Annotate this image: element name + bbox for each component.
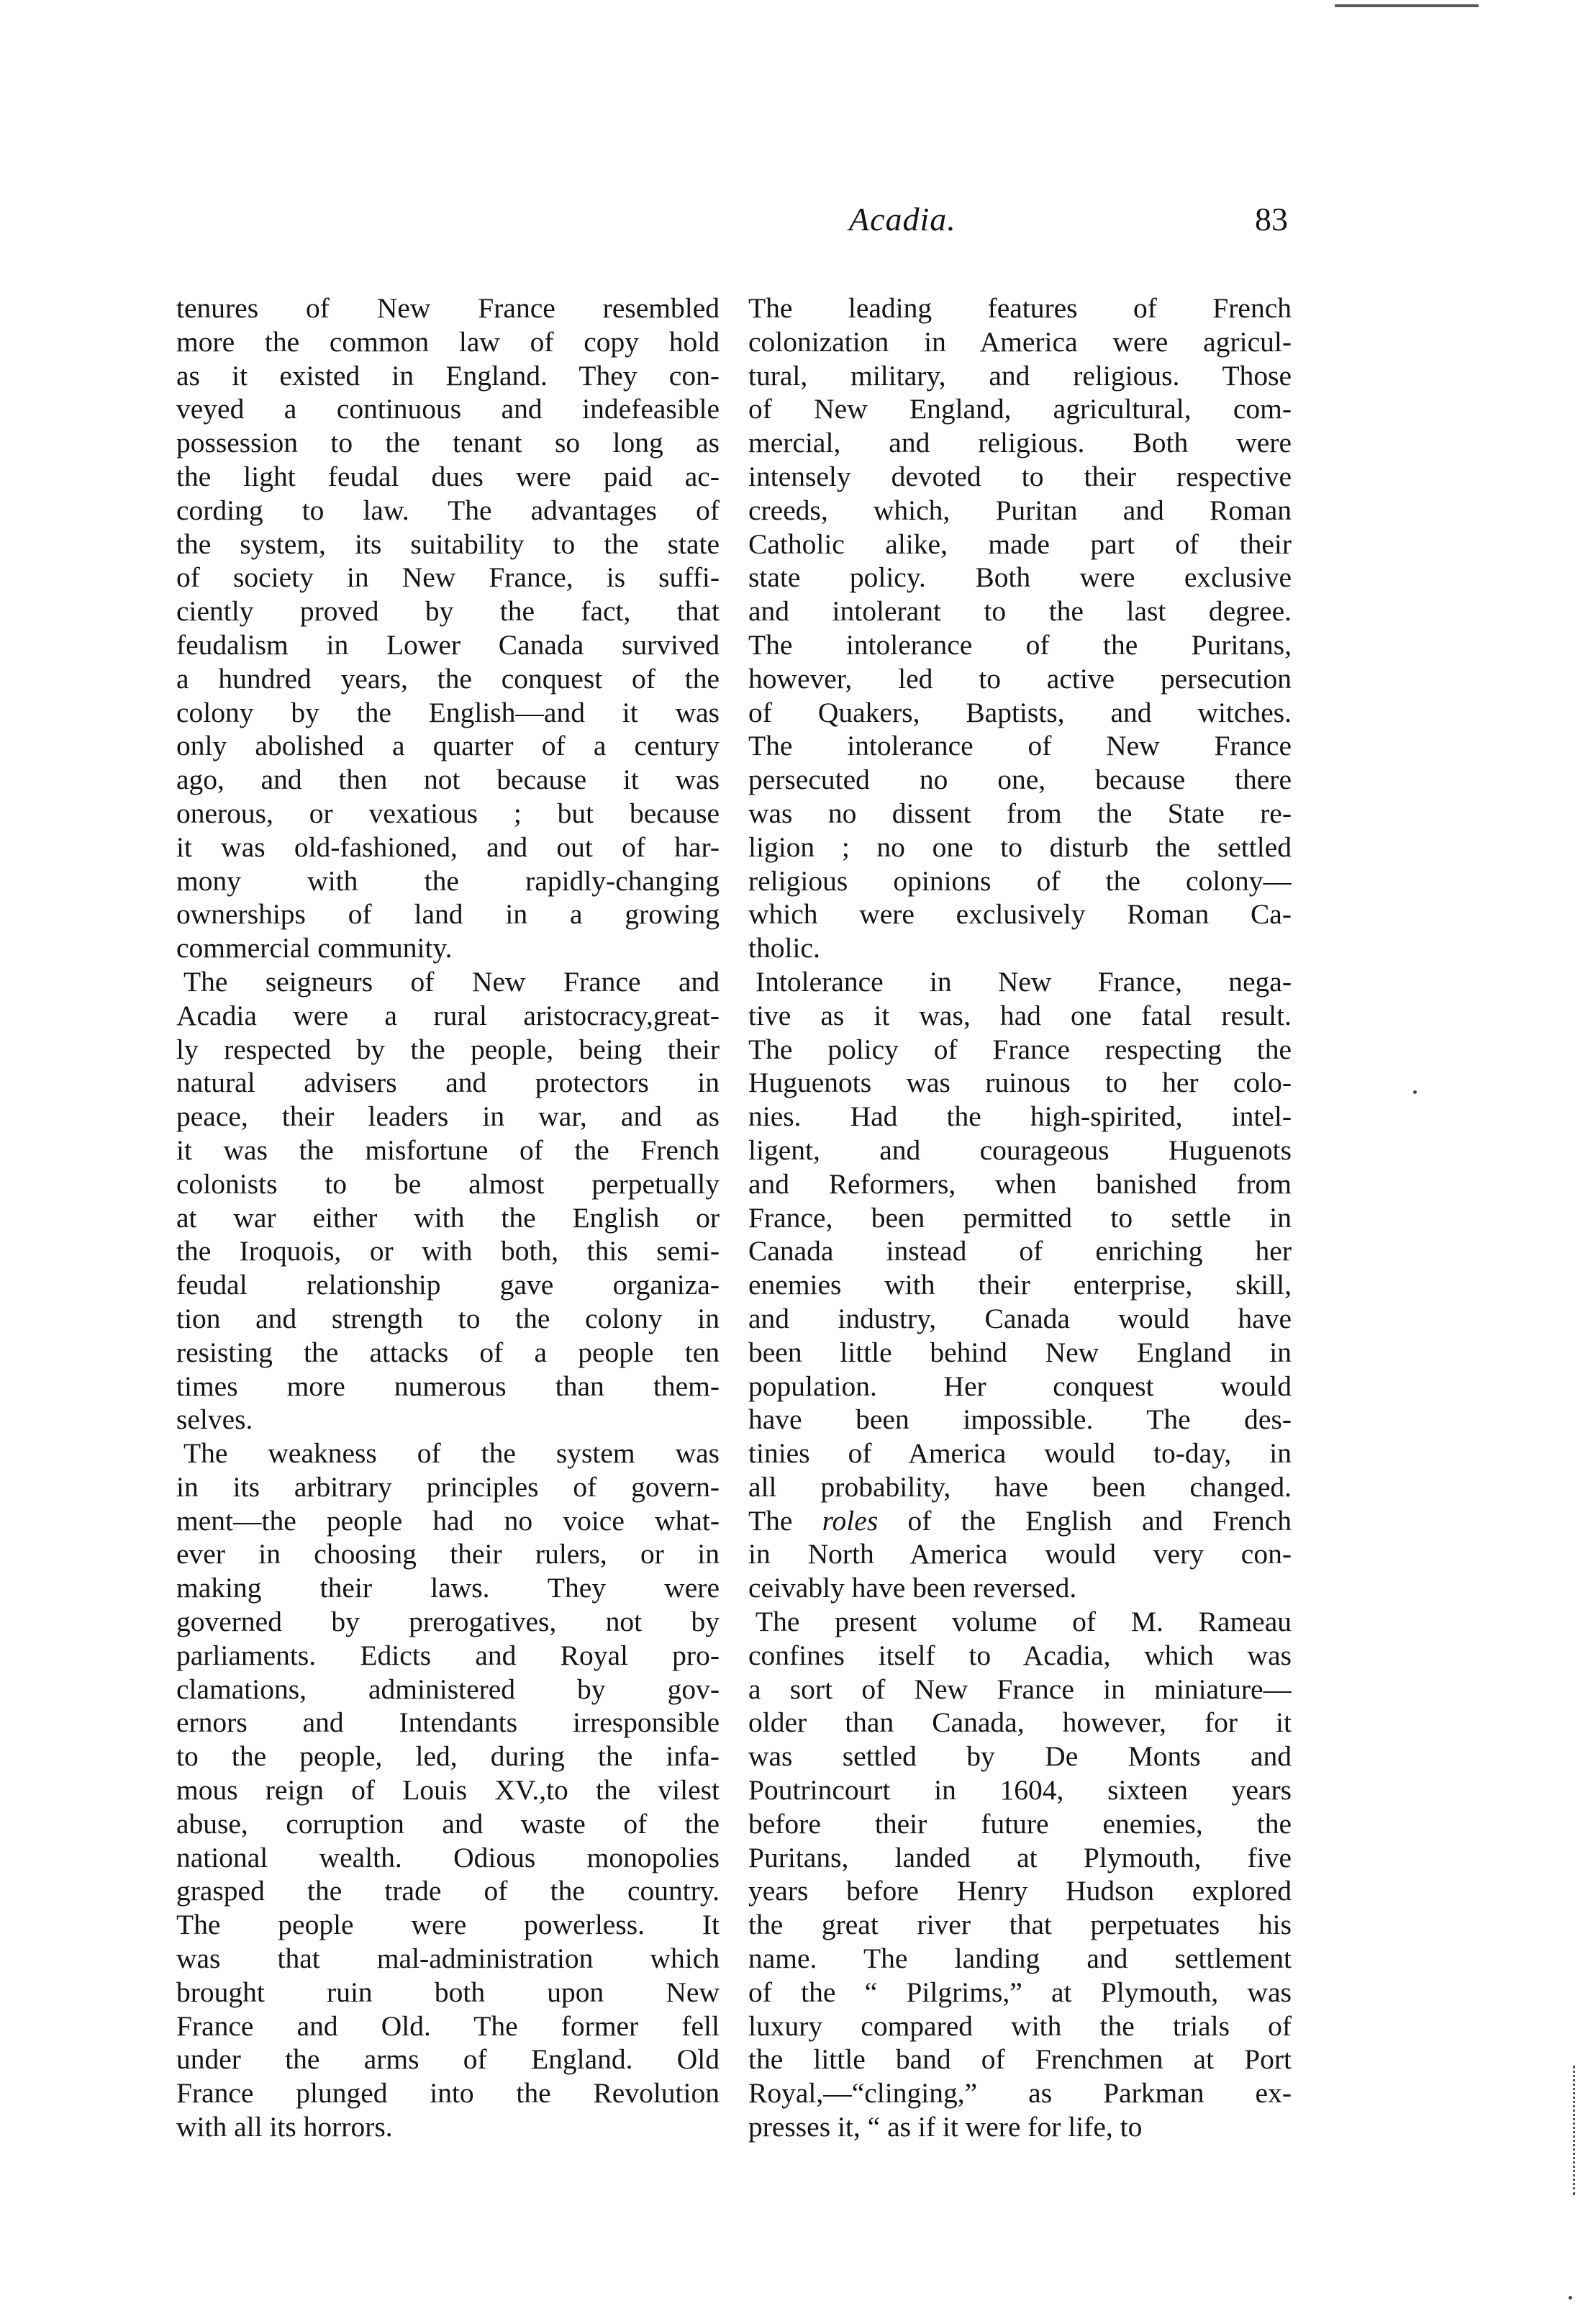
text-line: The weakness of the system was [183, 1437, 720, 1470]
text-line: luxury compared with the trials of [748, 2009, 1292, 2042]
text-line: mercial, and religious. Both were [748, 427, 1292, 459]
text-line: ligion ; no one to disturb the settled [748, 831, 1292, 863]
text-line: national wealth. Odious monopolies [176, 1841, 720, 1873]
text-line: ciently proved by the fact, that [176, 595, 720, 628]
text-line: governed by prerogatives, not by [176, 1606, 720, 1638]
text-line: veyed a continuous and indefeasible [176, 393, 720, 425]
text-line: older than Canada, however, for it [748, 1706, 1292, 1739]
page-number: 83 [1255, 201, 1288, 238]
text-line: intensely devoted to their respective [748, 460, 1292, 492]
text-line: have been impossible. The des- [748, 1403, 1292, 1436]
text-line: France and Old. The former fell [176, 2009, 720, 2042]
text-line: making their laws. They were [176, 1572, 720, 1604]
text-line: mony with the rapidly-changing [176, 864, 720, 897]
text-line: The intolerance of New France [748, 730, 1292, 762]
text-line: a hundred years, the conquest of the [176, 662, 720, 695]
text-line: commercial community. [176, 932, 453, 964]
text-line: was no dissent from the State re- [748, 797, 1292, 829]
text-line: was settled by De Monts and [748, 1740, 1292, 1773]
text-line: name. The landing and settlement [748, 1943, 1292, 1975]
text-line: tion and strength to the colony in [176, 1302, 720, 1334]
text-line: only abolished a quarter of a century [176, 730, 720, 762]
text-line: the Iroquois, or with both, this semi- [176, 1235, 720, 1267]
text-line: The policy of France respecting the [748, 1033, 1292, 1065]
text-line: under the arms of England. Old [176, 2043, 720, 2076]
top-edge-rule [1335, 4, 1479, 7]
left-text-column [176, 291, 720, 2144]
text-line: The leading features of French [748, 292, 1292, 324]
running-head: Acadia. [849, 201, 956, 238]
text-line: colony by the English—and it was [176, 696, 720, 728]
text-line: to the people, led, during the infa- [176, 1740, 720, 1773]
text-line: ment—the people had no voice what- [176, 1504, 720, 1537]
text-line: creeds, which, Puritan and Roman [748, 494, 1292, 526]
text-line: tinies of America would to-day, in [748, 1437, 1292, 1470]
text-line: which were exclusively Roman Ca- [748, 898, 1292, 931]
text-line: The intolerance of the Puritans, [748, 628, 1292, 661]
text-line: of New England, agricultural, com- [748, 393, 1292, 425]
text-line: the little band of Frenchmen at Port [748, 2043, 1292, 2076]
text-line: parliaments. Edicts and Royal pro- [176, 1639, 720, 1671]
text-line: presses it, “ as if it were for life, to [748, 2111, 1143, 2143]
text-line: colonists to be almost perpetually [176, 1167, 720, 1200]
text-line: grasped the trade of the country. [176, 1875, 720, 1907]
text-line: ligent, and courageous Huguenots [748, 1134, 1292, 1166]
text-line: tholic. [748, 932, 820, 964]
text-line: a sort of New France in miniature— [748, 1673, 1292, 1705]
text-line: feudalism in Lower Canada survived [176, 628, 720, 661]
text-line: confines itself to Acadia, which was [748, 1639, 1292, 1671]
text-line: ernors and Intendants irresponsible [176, 1706, 720, 1739]
text-line: of the “ Pilgrims,” at Plymouth, was [748, 1976, 1292, 2008]
text-line: peace, their leaders in war, and as [176, 1100, 720, 1133]
text-line: it was the misfortune of the French [176, 1134, 720, 1166]
text-line: mous reign of Louis XV.,to the vilest [176, 1774, 720, 1807]
text-line: The present volume of M. Rameau [756, 1606, 1292, 1638]
text-line: tural, military, and religious. Those [748, 359, 1292, 392]
text-line: possession to the tenant so long as [176, 427, 720, 459]
text-line: the system, its suitability to the state [176, 528, 720, 560]
text-line: and intolerant to the last degree. [748, 595, 1292, 628]
text-line: enemies with their enterprise, skill, [748, 1269, 1292, 1301]
text-line: the light feudal dues were paid ac- [176, 460, 720, 492]
text-line: France plunged into the Revolution [176, 2077, 720, 2110]
text-line: Poutrincourt in 1604, sixteen years [748, 1774, 1292, 1807]
text-line: The roles of the English and French [748, 1504, 1292, 1537]
text-line: Royal,—“clinging,” as Parkman ex- [748, 2077, 1292, 2110]
text-line: Puritans, landed at Plymouth, five [748, 1841, 1292, 1873]
text-line: and industry, Canada would have [748, 1302, 1292, 1334]
text-line: Intolerance in New France, nega- [756, 965, 1292, 998]
text-line: in North America would very con- [748, 1538, 1292, 1570]
text-line: of society in New France, is suffi- [176, 561, 720, 594]
text-line: The people were powerless. It [176, 1909, 720, 1941]
scan-speck [1569, 2296, 1572, 2300]
text-line: of Quakers, Baptists, and witches. [748, 696, 1292, 728]
text-line: tive as it was, had one fatal result. [748, 999, 1292, 1031]
text-line: The seigneurs of New France and [183, 965, 720, 998]
text-line: selves. [176, 1403, 253, 1436]
text-line: ownerships of land in a growing [176, 898, 720, 931]
text-line: the great river that perpetuates his [748, 1909, 1292, 1941]
text-line: abuse, corruption and waste of the [176, 1807, 720, 1840]
text-line: Catholic alike, made part of their [748, 528, 1292, 560]
text-line: ago, and then not because it was [176, 764, 720, 796]
text-line: natural advisers and protectors in [176, 1067, 720, 1099]
text-line: Huguenots was ruinous to her colo- [748, 1067, 1292, 1099]
text-line: nies. Had the high-spirited, intel- [748, 1100, 1292, 1133]
text-line: it was old-fashioned, and out of har- [176, 831, 720, 863]
text-line: onerous, or vexatious ; but because [176, 797, 720, 829]
right-text-column [748, 291, 1292, 2144]
scan-speck [1413, 1090, 1417, 1094]
text-line: persecuted no one, because there [748, 764, 1292, 796]
text-line: ever in choosing their rulers, or in [176, 1538, 720, 1570]
text-line: population. Her conquest would [748, 1370, 1292, 1402]
text-line: state policy. Both were exclusive [748, 561, 1292, 594]
text-line: colonization in America were agricul- [748, 325, 1292, 358]
text-line: Canada instead of enriching her [748, 1235, 1292, 1267]
text-line: been little behind New England in [748, 1336, 1292, 1368]
text-line: feudal relationship gave organiza- [176, 1269, 720, 1301]
text-line: and Reformers, when banished from [748, 1167, 1292, 1200]
text-line: ly respected by the people, being their [176, 1033, 720, 1065]
text-line: clamations, administered by gov- [176, 1673, 720, 1705]
text-line: more the common law of copy hold [176, 325, 720, 358]
text-line: times more numerous than them- [176, 1370, 720, 1402]
text-line: with all its horrors. [176, 2111, 393, 2143]
text-line: France, been permitted to settle in [748, 1201, 1292, 1234]
text-line: in its arbitrary principles of govern- [176, 1470, 720, 1503]
text-line: all probability, have been changed. [748, 1470, 1292, 1503]
text-line: before their future enemies, the [748, 1807, 1292, 1840]
text-line: ceivably have been reversed. [748, 1572, 1077, 1604]
text-line: cording to law. The advantages of [176, 494, 720, 526]
text-line: brought ruin both upon New [176, 1976, 720, 2008]
text-line: religious opinions of the colony— [748, 864, 1292, 897]
text-line: however, led to active persecution [748, 662, 1292, 695]
text-line: tenures of New France resembled [176, 292, 720, 324]
text-line: resisting the attacks of a people ten [176, 1336, 720, 1368]
text-line: was that mal-administration which [176, 1943, 720, 1975]
text-line: as it existed in England. They con- [176, 359, 720, 392]
text-line: years before Henry Hudson explored [748, 1875, 1292, 1907]
text-line: at war either with the English or [176, 1201, 720, 1234]
text-line: Acadia were a rural aristocracy,great- [176, 999, 720, 1031]
scan-margin-specks [1573, 2066, 1578, 2195]
